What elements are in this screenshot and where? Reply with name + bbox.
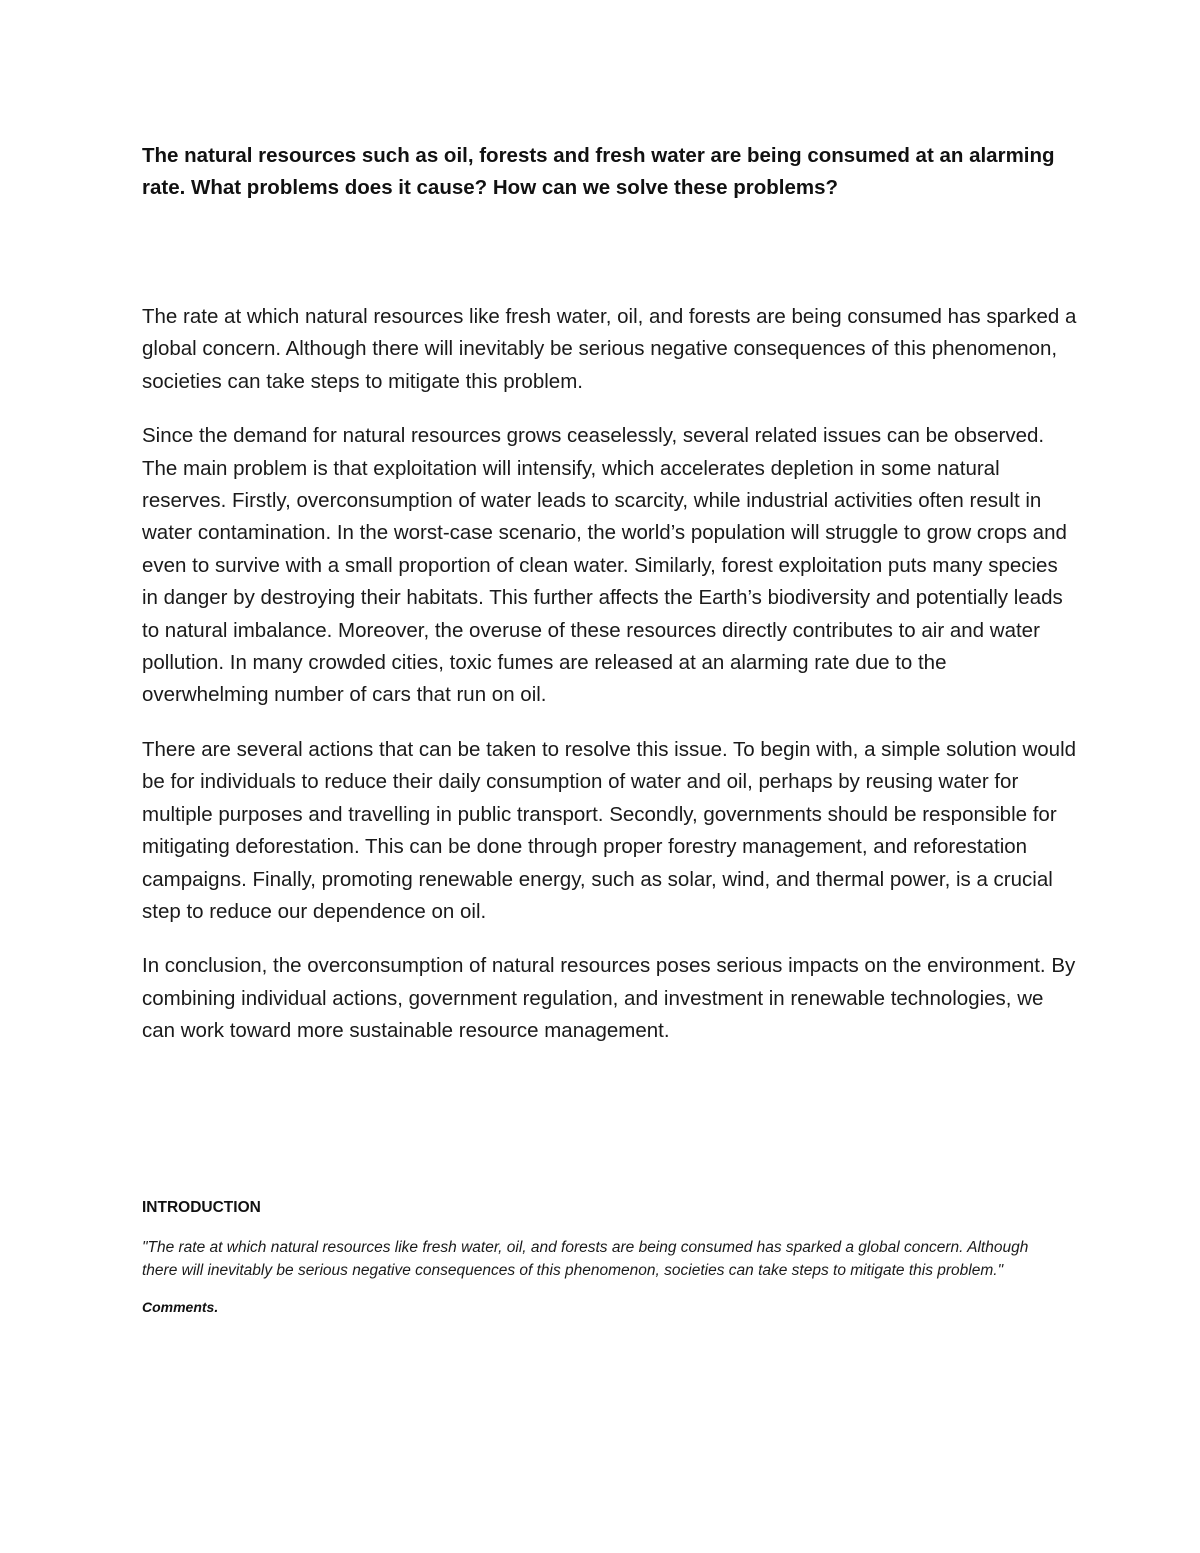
- section-heading: INTRODUCTION: [142, 1199, 261, 1216]
- essay-body: [142, 301, 1077, 1048]
- feedback-section: [142, 1196, 1062, 1318]
- essay-question: The natural resources such as oil, forests and fresh water are being consumed at an alarming rate. What problems does it cause? How can we solve these problems?: [142, 144, 1055, 199]
- essay-problems-paragraph: Since the demand for natural resources grows ceaselessly, several related issues can be observed. The main problem is that exploitation will intensify, which accelerates depletion in some natural reserves. Firstly, overconsumption of water leads to scarcity, while industrial activities often result in water contamination. In the worst-case scenario, the world’s population will struggle to grow crops and even to survive with a small proportion of clean water. Similarly, forest exploitation puts many species in danger by destroying their habitats. This further affects the Earth’s biodiversity and potentially leads to natural imbalance. Moreover, the overuse of these resources directly contributes to air and water pollution. In many crowded cities, toxic fumes are released at an alarming rate due to the overwhelming number of cars that run on oil.: [142, 424, 1067, 707]
- essay-page: [142, 140, 1077, 1070]
- essay-solutions-paragraph: There are several actions that can be taken to resolve this issue. To begin with, a simple solution would be for individuals to reduce their daily consumption of water and oil, perhaps by reusing water for multiple purposes and travelling in public transport. Secondly, governments should be responsible for mitigating deforestation. This can be done through proper forestry management, and reforestation campaigns. Finally, promoting renewable energy, such as solar, wind, and thermal power, is a crucial step to reduce our dependence on oil.: [142, 737, 1077, 923]
- comments-label: Comments.: [142, 1299, 219, 1315]
- essay-introduction-paragraph: The rate at which natural resources like fresh water, oil, and forests are being consumed has sparked a global concern. Although there will inevitably be serious negative consequences of this phenomenon, societies can take steps to mitigate this problem.: [142, 305, 1077, 393]
- essay-conclusion-paragraph: In conclusion, the overconsumption of natural resources poses serious impacts on the environment. By combining individual actions, government regulation, and investment in renewable technologies, we can work toward more sustainable resource management.: [142, 954, 1076, 1043]
- quoted-introduction: "The rate at which natural resources like fresh water, oil, and forests are being consumed has sparked a global concern. Although there will inevitably be serious negative consequences of this phenomenon, societies can take steps to mitigate this problem.": [142, 1239, 1029, 1279]
